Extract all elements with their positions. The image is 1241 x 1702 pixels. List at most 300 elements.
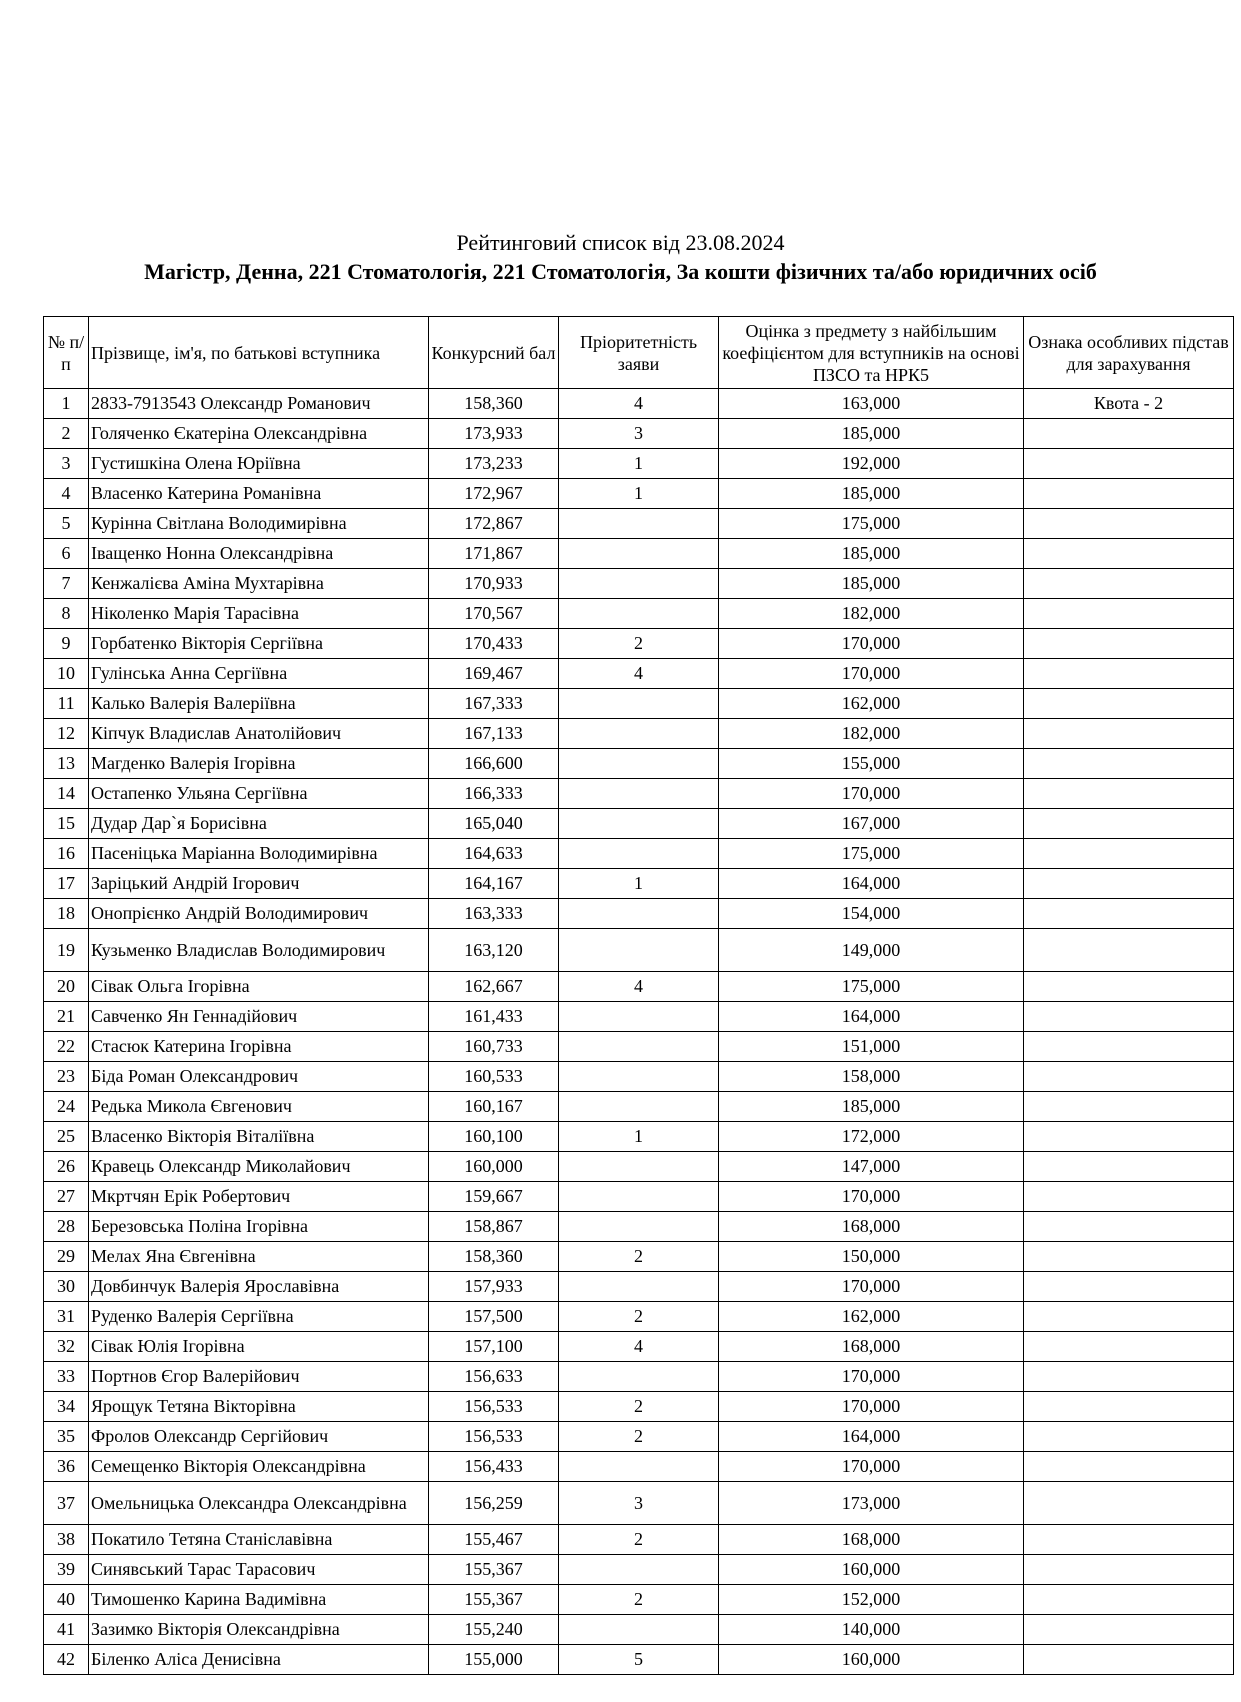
table-row [44, 569, 1234, 599]
cell-competitive-score: 158,360 [429, 1242, 559, 1272]
column-header-name: Прізвище, ім'я, по батькові вступника [89, 317, 429, 389]
cell-competitive-score: 157,933 [429, 1272, 559, 1302]
cell-number: 10 [44, 659, 89, 689]
table-row [44, 1615, 1234, 1645]
cell-special-grounds [1024, 1182, 1234, 1212]
cell-priority [559, 839, 719, 869]
table-row [44, 1122, 1234, 1152]
cell-special-grounds [1024, 689, 1234, 719]
cell-number: 20 [44, 972, 89, 1002]
cell-number: 26 [44, 1152, 89, 1182]
cell-special-grounds: Квота - 2 [1024, 389, 1234, 419]
cell-subject-score: 173,000 [719, 1482, 1024, 1525]
cell-competitive-score: 159,667 [429, 1182, 559, 1212]
cell-applicant-name: Остапенко Ульяна Сергіївна [89, 779, 429, 809]
cell-priority [559, 779, 719, 809]
cell-subject-score: 140,000 [719, 1615, 1024, 1645]
table-row [44, 599, 1234, 629]
cell-competitive-score: 156,433 [429, 1452, 559, 1482]
cell-subject-score: 182,000 [719, 599, 1024, 629]
cell-number: 17 [44, 869, 89, 899]
cell-competitive-score: 160,000 [429, 1152, 559, 1182]
cell-applicant-name: Заріцький Андрій Ігорович [89, 869, 429, 899]
cell-competitive-score: 166,600 [429, 749, 559, 779]
cell-number: 29 [44, 1242, 89, 1272]
cell-applicant-name: 2833-7913543 Олександр Романович [89, 389, 429, 419]
cell-subject-score: 151,000 [719, 1032, 1024, 1062]
table-row [44, 1452, 1234, 1482]
cell-competitive-score: 158,867 [429, 1212, 559, 1242]
cell-applicant-name: Гулінська Анна Сергіївна [89, 659, 429, 689]
cell-applicant-name: Синявський Тарас Тарасович [89, 1555, 429, 1585]
cell-priority: 1 [559, 479, 719, 509]
cell-subject-score: 168,000 [719, 1212, 1024, 1242]
cell-priority [559, 1152, 719, 1182]
cell-number: 39 [44, 1555, 89, 1585]
cell-number: 2 [44, 419, 89, 449]
cell-special-grounds [1024, 1555, 1234, 1585]
cell-applicant-name: Ярощук Тетяна Вікторівна [89, 1392, 429, 1422]
cell-special-grounds [1024, 1525, 1234, 1555]
cell-priority: 4 [559, 659, 719, 689]
cell-applicant-name: Портнов Єгор Валерійович [89, 1362, 429, 1392]
cell-number: 16 [44, 839, 89, 869]
cell-special-grounds [1024, 629, 1234, 659]
cell-subject-score: 170,000 [719, 1452, 1024, 1482]
cell-priority: 1 [559, 449, 719, 479]
cell-special-grounds [1024, 749, 1234, 779]
cell-number: 25 [44, 1122, 89, 1152]
table-row [44, 1332, 1234, 1362]
table-row [44, 839, 1234, 869]
cell-priority [559, 719, 719, 749]
table-row [44, 749, 1234, 779]
table-row [44, 869, 1234, 899]
column-header-subject-score: Оцінка з предмету з найбільшим коефіцієнтом для вступників на основі ПЗСО та НРК5 [719, 317, 1024, 389]
table-row [44, 419, 1234, 449]
table-row [44, 1152, 1234, 1182]
cell-subject-score: 155,000 [719, 749, 1024, 779]
cell-applicant-name: Зазимко Вікторія Олександрівна [89, 1615, 429, 1645]
cell-subject-score: 170,000 [719, 1182, 1024, 1212]
cell-number: 12 [44, 719, 89, 749]
cell-number: 38 [44, 1525, 89, 1555]
cell-competitive-score: 157,100 [429, 1332, 559, 1362]
cell-applicant-name: Ніколенко Марія Тарасівна [89, 599, 429, 629]
cell-special-grounds [1024, 779, 1234, 809]
cell-subject-score: 170,000 [719, 1392, 1024, 1422]
column-header-score: Конкурсний бал [429, 317, 559, 389]
cell-subject-score: 149,000 [719, 929, 1024, 972]
cell-number: 21 [44, 1002, 89, 1032]
cell-subject-score: 170,000 [719, 629, 1024, 659]
cell-priority [559, 1002, 719, 1032]
page-title: Рейтинговий список від 23.08.2024 [456, 230, 785, 255]
cell-special-grounds [1024, 1152, 1234, 1182]
cell-subject-score: 185,000 [719, 1092, 1024, 1122]
cell-special-grounds [1024, 1002, 1234, 1032]
cell-subject-score: 170,000 [719, 659, 1024, 689]
cell-subject-score: 162,000 [719, 1302, 1024, 1332]
table-row [44, 1062, 1234, 1092]
cell-special-grounds [1024, 479, 1234, 509]
cell-number: 19 [44, 929, 89, 972]
cell-priority: 2 [559, 1585, 719, 1615]
table-row [44, 1422, 1234, 1452]
cell-competitive-score: 173,933 [429, 419, 559, 449]
cell-number: 11 [44, 689, 89, 719]
cell-priority [559, 509, 719, 539]
cell-priority [559, 899, 719, 929]
cell-special-grounds [1024, 1585, 1234, 1615]
cell-subject-score: 172,000 [719, 1122, 1024, 1152]
cell-applicant-name: Кравець Олександр Миколайович [89, 1152, 429, 1182]
cell-special-grounds [1024, 539, 1234, 569]
column-header-number: № п/п [44, 317, 89, 389]
cell-number: 41 [44, 1615, 89, 1645]
cell-number: 37 [44, 1482, 89, 1525]
cell-applicant-name: Горбатенко Вікторія Сергіївна [89, 629, 429, 659]
table-row [44, 1092, 1234, 1122]
table-row [44, 1242, 1234, 1272]
cell-number: 42 [44, 1645, 89, 1675]
cell-priority [559, 1182, 719, 1212]
cell-number: 28 [44, 1212, 89, 1242]
cell-priority: 2 [559, 1302, 719, 1332]
cell-competitive-score: 172,867 [429, 509, 559, 539]
cell-applicant-name: Власенко Вікторія Віталіївна [89, 1122, 429, 1152]
cell-special-grounds [1024, 449, 1234, 479]
cell-special-grounds [1024, 1092, 1234, 1122]
cell-subject-score: 164,000 [719, 869, 1024, 899]
cell-subject-score: 168,000 [719, 1332, 1024, 1362]
cell-subject-score: 175,000 [719, 839, 1024, 869]
cell-competitive-score: 155,000 [429, 1645, 559, 1675]
cell-competitive-score: 155,367 [429, 1555, 559, 1585]
cell-applicant-name: Пасеніцька Маріанна Володимирівна [89, 839, 429, 869]
cell-competitive-score: 163,333 [429, 899, 559, 929]
cell-competitive-score: 160,167 [429, 1092, 559, 1122]
table-row [44, 972, 1234, 1002]
cell-priority [559, 749, 719, 779]
cell-subject-score: 185,000 [719, 569, 1024, 599]
cell-number: 6 [44, 539, 89, 569]
column-header-priority: Пріоритетність заяви [559, 317, 719, 389]
cell-competitive-score: 169,467 [429, 659, 559, 689]
table-row [44, 659, 1234, 689]
cell-subject-score: 175,000 [719, 972, 1024, 1002]
cell-subject-score: 160,000 [719, 1555, 1024, 1585]
cell-priority [559, 689, 719, 719]
cell-number: 22 [44, 1032, 89, 1062]
cell-competitive-score: 160,533 [429, 1062, 559, 1092]
cell-subject-score: 182,000 [719, 719, 1024, 749]
cell-applicant-name: Довбинчук Валерія Ярославівна [89, 1272, 429, 1302]
cell-number: 24 [44, 1092, 89, 1122]
cell-priority: 4 [559, 1332, 719, 1362]
cell-special-grounds [1024, 1645, 1234, 1675]
cell-priority: 5 [559, 1645, 719, 1675]
cell-priority [559, 539, 719, 569]
cell-priority: 2 [559, 1422, 719, 1452]
table-row [44, 809, 1234, 839]
cell-competitive-score: 161,433 [429, 1002, 559, 1032]
cell-number: 4 [44, 479, 89, 509]
cell-applicant-name: Семещенко Вікторія Олександрівна [89, 1452, 429, 1482]
cell-special-grounds [1024, 1452, 1234, 1482]
table-row [44, 509, 1234, 539]
rating-table [43, 316, 1234, 1675]
cell-special-grounds [1024, 899, 1234, 929]
cell-number: 15 [44, 809, 89, 839]
table-row [44, 899, 1234, 929]
cell-competitive-score: 170,567 [429, 599, 559, 629]
cell-subject-score: 163,000 [719, 389, 1024, 419]
cell-priority: 1 [559, 869, 719, 899]
cell-competitive-score: 157,500 [429, 1302, 559, 1332]
table-row [44, 449, 1234, 479]
cell-number: 34 [44, 1392, 89, 1422]
cell-competitive-score: 171,867 [429, 539, 559, 569]
cell-number: 23 [44, 1062, 89, 1092]
cell-special-grounds [1024, 419, 1234, 449]
table-row [44, 779, 1234, 809]
table-row [44, 1525, 1234, 1555]
cell-competitive-score: 155,240 [429, 1615, 559, 1645]
cell-priority: 3 [559, 1482, 719, 1525]
cell-applicant-name: Фролов Олександр Сергійович [89, 1422, 429, 1452]
cell-applicant-name: Дудар Дар`я Борисівна [89, 809, 429, 839]
table-header-row [44, 317, 1234, 389]
table-row [44, 1645, 1234, 1675]
cell-special-grounds [1024, 1422, 1234, 1452]
cell-special-grounds [1024, 1212, 1234, 1242]
cell-number: 14 [44, 779, 89, 809]
cell-applicant-name: Мкртчян Ерік Робертович [89, 1182, 429, 1212]
cell-competitive-score: 165,040 [429, 809, 559, 839]
table-row [44, 1392, 1234, 1422]
table-row [44, 1212, 1234, 1242]
cell-number: 30 [44, 1272, 89, 1302]
cell-subject-score: 175,000 [719, 509, 1024, 539]
table-row [44, 1032, 1234, 1062]
table-row [44, 1272, 1234, 1302]
cell-number: 5 [44, 509, 89, 539]
cell-priority [559, 1032, 719, 1062]
cell-competitive-score: 156,533 [429, 1422, 559, 1452]
cell-priority [559, 1092, 719, 1122]
cell-special-grounds [1024, 869, 1234, 899]
cell-special-grounds [1024, 1392, 1234, 1422]
cell-number: 18 [44, 899, 89, 929]
cell-priority [559, 599, 719, 629]
cell-special-grounds [1024, 972, 1234, 1002]
cell-applicant-name: Сівак Юлія Ігорівна [89, 1332, 429, 1362]
cell-priority: 2 [559, 629, 719, 659]
cell-competitive-score: 155,467 [429, 1525, 559, 1555]
cell-special-grounds [1024, 1302, 1234, 1332]
cell-competitive-score: 173,233 [429, 449, 559, 479]
cell-number: 8 [44, 599, 89, 629]
table-row [44, 539, 1234, 569]
table-row [44, 1585, 1234, 1615]
cell-applicant-name: Кіпчук Владислав Анатолійович [89, 719, 429, 749]
cell-applicant-name: Мелах Яна Євгенівна [89, 1242, 429, 1272]
cell-priority [559, 809, 719, 839]
table-row [44, 689, 1234, 719]
cell-special-grounds [1024, 1032, 1234, 1062]
cell-competitive-score: 172,967 [429, 479, 559, 509]
cell-number: 27 [44, 1182, 89, 1212]
cell-subject-score: 164,000 [719, 1422, 1024, 1452]
cell-competitive-score: 158,360 [429, 389, 559, 419]
cell-applicant-name: Кенжалієва Аміна Мухтарівна [89, 569, 429, 599]
cell-priority [559, 1212, 719, 1242]
cell-applicant-name: Калько Валерія Валеріївна [89, 689, 429, 719]
cell-competitive-score: 163,120 [429, 929, 559, 972]
page-subtitle: Магістр, Денна, 221 Стоматологія, 221 Стоматологія, За кошти фізичних та/або юридичних осіб [144, 259, 1097, 284]
cell-number: 13 [44, 749, 89, 779]
cell-applicant-name: Березовська Поліна Ігорівна [89, 1212, 429, 1242]
cell-special-grounds [1024, 1482, 1234, 1525]
cell-special-grounds [1024, 1332, 1234, 1362]
cell-applicant-name: Онопрієнко Андрій Володимирович [89, 899, 429, 929]
cell-competitive-score: 167,333 [429, 689, 559, 719]
cell-special-grounds [1024, 1615, 1234, 1645]
cell-special-grounds [1024, 719, 1234, 749]
table-row [44, 1362, 1234, 1392]
cell-priority: 4 [559, 389, 719, 419]
cell-applicant-name: Біда Роман Олександрович [89, 1062, 429, 1092]
cell-number: 32 [44, 1332, 89, 1362]
cell-subject-score: 162,000 [719, 689, 1024, 719]
cell-number: 40 [44, 1585, 89, 1615]
cell-subject-score: 167,000 [719, 809, 1024, 839]
cell-applicant-name: Власенко Катерина Романівна [89, 479, 429, 509]
cell-priority: 2 [559, 1392, 719, 1422]
cell-applicant-name: Омельницька Олександра Олександрівна [89, 1482, 429, 1525]
cell-priority: 1 [559, 1122, 719, 1152]
cell-number: 3 [44, 449, 89, 479]
cell-priority [559, 1362, 719, 1392]
cell-priority [559, 1452, 719, 1482]
cell-special-grounds [1024, 929, 1234, 972]
cell-special-grounds [1024, 659, 1234, 689]
cell-competitive-score: 170,433 [429, 629, 559, 659]
cell-priority: 4 [559, 972, 719, 1002]
cell-competitive-score: 166,333 [429, 779, 559, 809]
cell-subject-score: 170,000 [719, 1362, 1024, 1392]
cell-subject-score: 158,000 [719, 1062, 1024, 1092]
cell-subject-score: 168,000 [719, 1525, 1024, 1555]
cell-subject-score: 160,000 [719, 1645, 1024, 1675]
cell-priority [559, 1062, 719, 1092]
cell-applicant-name: Стасюк Катерина Ігорівна [89, 1032, 429, 1062]
table-row [44, 1302, 1234, 1332]
cell-special-grounds [1024, 1062, 1234, 1092]
cell-subject-score: 147,000 [719, 1152, 1024, 1182]
cell-applicant-name: Тимошенко Карина Вадимівна [89, 1585, 429, 1615]
table-row [44, 1182, 1234, 1212]
cell-special-grounds [1024, 1242, 1234, 1272]
cell-applicant-name: Іващенко Нонна Олександрівна [89, 539, 429, 569]
cell-priority [559, 1615, 719, 1645]
cell-subject-score: 185,000 [719, 539, 1024, 569]
table-row [44, 1002, 1234, 1032]
column-header-special-grounds: Ознака особливих підстав для зарахування [1024, 317, 1234, 389]
cell-applicant-name: Кузьменко Владислав Володимирович [89, 929, 429, 972]
cell-applicant-name: Біленко Аліса Денисівна [89, 1645, 429, 1675]
table-row [44, 719, 1234, 749]
cell-special-grounds [1024, 509, 1234, 539]
cell-competitive-score: 156,533 [429, 1392, 559, 1422]
cell-priority: 3 [559, 419, 719, 449]
cell-applicant-name: Сівак Ольга Ігорівна [89, 972, 429, 1002]
cell-competitive-score: 160,100 [429, 1122, 559, 1152]
cell-priority [559, 1555, 719, 1585]
cell-competitive-score: 162,667 [429, 972, 559, 1002]
cell-special-grounds [1024, 809, 1234, 839]
cell-competitive-score: 156,633 [429, 1362, 559, 1392]
cell-special-grounds [1024, 1272, 1234, 1302]
cell-special-grounds [1024, 599, 1234, 629]
cell-subject-score: 154,000 [719, 899, 1024, 929]
cell-priority: 2 [559, 1525, 719, 1555]
cell-competitive-score: 156,259 [429, 1482, 559, 1525]
cell-applicant-name: Редька Микола Євгенович [89, 1092, 429, 1122]
cell-priority [559, 569, 719, 599]
cell-competitive-score: 155,367 [429, 1585, 559, 1615]
cell-subject-score: 152,000 [719, 1585, 1024, 1615]
cell-applicant-name: Голяченко Єкатеріна Олександрівна [89, 419, 429, 449]
cell-subject-score: 170,000 [719, 1272, 1024, 1302]
table-row [44, 1482, 1234, 1525]
cell-special-grounds [1024, 1362, 1234, 1392]
cell-number: 9 [44, 629, 89, 659]
cell-special-grounds [1024, 569, 1234, 599]
cell-competitive-score: 167,133 [429, 719, 559, 749]
cell-subject-score: 185,000 [719, 479, 1024, 509]
table-row [44, 629, 1234, 659]
cell-subject-score: 185,000 [719, 419, 1024, 449]
cell-competitive-score: 170,933 [429, 569, 559, 599]
cell-special-grounds [1024, 1122, 1234, 1152]
cell-applicant-name: Курінна Світлана Володимирівна [89, 509, 429, 539]
cell-number: 1 [44, 389, 89, 419]
cell-competitive-score: 160,733 [429, 1032, 559, 1062]
cell-priority [559, 929, 719, 972]
cell-priority: 2 [559, 1242, 719, 1272]
table-row [44, 479, 1234, 509]
cell-applicant-name: Густишкіна Олена Юріївна [89, 449, 429, 479]
cell-special-grounds [1024, 839, 1234, 869]
cell-number: 31 [44, 1302, 89, 1332]
cell-competitive-score: 164,167 [429, 869, 559, 899]
cell-number: 33 [44, 1362, 89, 1392]
cell-subject-score: 150,000 [719, 1242, 1024, 1272]
table-body [44, 389, 1234, 1675]
cell-applicant-name: Руденко Валерія Сергіївна [89, 1302, 429, 1332]
cell-subject-score: 164,000 [719, 1002, 1024, 1032]
cell-number: 7 [44, 569, 89, 599]
cell-competitive-score: 164,633 [429, 839, 559, 869]
cell-number: 35 [44, 1422, 89, 1452]
cell-subject-score: 192,000 [719, 449, 1024, 479]
cell-applicant-name: Покатило Тетяна Станіславівна [89, 1525, 429, 1555]
cell-subject-score: 170,000 [719, 779, 1024, 809]
cell-priority [559, 1272, 719, 1302]
cell-number: 36 [44, 1452, 89, 1482]
